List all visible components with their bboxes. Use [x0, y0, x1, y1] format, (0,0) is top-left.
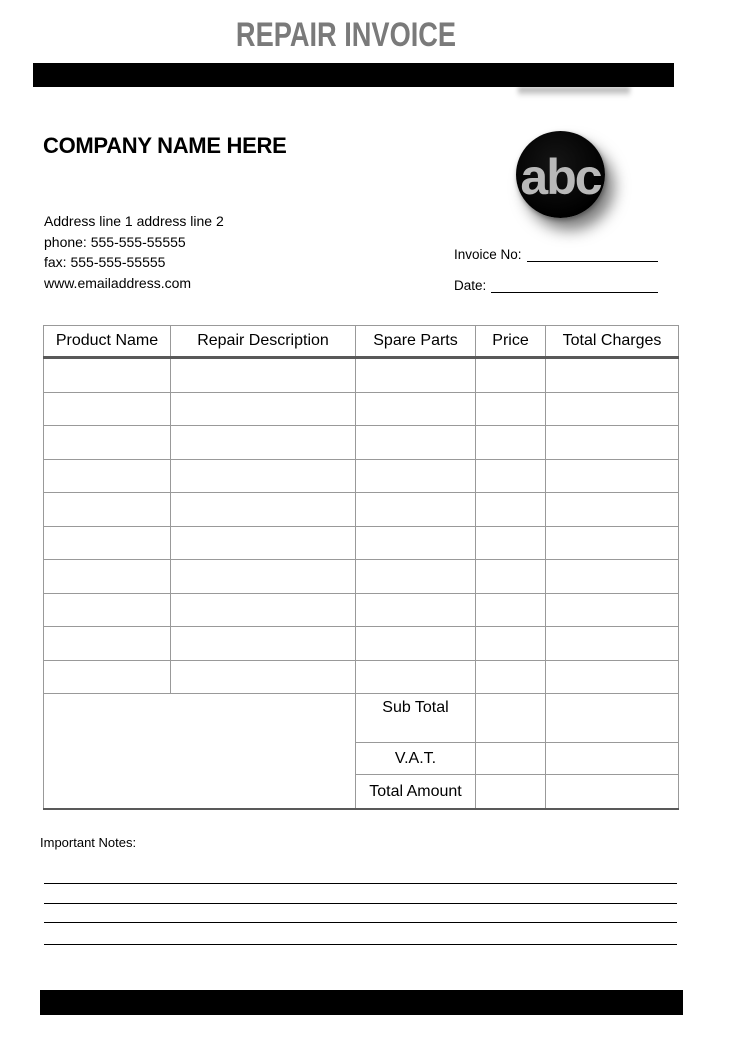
invoice-no-label: Invoice No:	[454, 247, 522, 262]
table-header-row	[44, 326, 679, 358]
summary-merged-cell	[44, 694, 356, 810]
table-cell[interactable]	[546, 392, 679, 426]
table-row	[44, 627, 679, 661]
notes-line-1[interactable]	[44, 883, 677, 884]
fax-line: fax: 555-555-55555	[44, 254, 166, 271]
company-address-block	[44, 211, 224, 293]
table-cell[interactable]	[356, 358, 476, 393]
header-price: Price	[476, 326, 546, 358]
table-cell[interactable]	[546, 560, 679, 594]
table-cell[interactable]	[476, 627, 546, 661]
vat-total-cell[interactable]	[546, 743, 679, 775]
table-cell[interactable]	[171, 493, 356, 527]
repair-items-table	[43, 325, 679, 810]
table-row	[44, 459, 679, 493]
important-notes-label: Important Notes:	[40, 835, 137, 850]
invoice-no-field	[454, 245, 658, 262]
table-cell[interactable]	[546, 493, 679, 527]
subtotal-total-cell[interactable]	[546, 694, 679, 743]
table-row	[44, 526, 679, 560]
invoice-table-body	[44, 358, 679, 694]
header-product-name: Product Name	[44, 326, 171, 358]
table-cell[interactable]	[546, 593, 679, 627]
notes-line-2[interactable]	[44, 903, 677, 904]
table-cell[interactable]	[44, 493, 171, 527]
table-cell[interactable]	[44, 358, 171, 393]
table-cell[interactable]	[171, 660, 356, 694]
table-cell[interactable]	[44, 426, 171, 460]
table-row	[44, 426, 679, 460]
header-repair-description: Repair Description	[171, 326, 356, 358]
table-cell[interactable]	[476, 526, 546, 560]
table-cell[interactable]	[171, 392, 356, 426]
table-cell[interactable]	[356, 660, 476, 694]
table-row	[44, 358, 679, 393]
table-cell[interactable]	[476, 459, 546, 493]
table-cell[interactable]	[171, 593, 356, 627]
table-cell[interactable]	[44, 526, 171, 560]
total-amount-price-cell[interactable]	[476, 775, 546, 810]
notes-line-3[interactable]	[44, 922, 677, 923]
date-label: Date:	[454, 278, 487, 293]
logo-abc-text: abc	[520, 148, 601, 205]
table-cell[interactable]	[546, 426, 679, 460]
table-cell[interactable]	[476, 560, 546, 594]
total-amount-label: Total Amount	[356, 775, 476, 810]
total-amount-total-cell[interactable]	[546, 775, 679, 810]
vat-label: V.A.T.	[356, 743, 476, 775]
bottom-divider-bar	[40, 990, 683, 1015]
table-cell[interactable]	[171, 627, 356, 661]
notes-line-4[interactable]	[44, 944, 677, 945]
vat-price-cell[interactable]	[476, 743, 546, 775]
table-cell[interactable]	[476, 358, 546, 393]
table-cell[interactable]	[356, 593, 476, 627]
table-cell[interactable]	[546, 627, 679, 661]
table-row	[44, 660, 679, 694]
website-line: www.emailaddress.com	[44, 274, 192, 291]
table-cell[interactable]	[356, 426, 476, 460]
table-cell[interactable]	[476, 392, 546, 426]
subtotal-row	[44, 694, 679, 743]
table-cell[interactable]	[356, 493, 476, 527]
table-cell[interactable]	[476, 493, 546, 527]
table-cell[interactable]	[171, 459, 356, 493]
table-cell[interactable]	[44, 560, 171, 594]
table-cell[interactable]	[356, 459, 476, 493]
table-cell[interactable]	[171, 560, 356, 594]
table-cell[interactable]	[171, 526, 356, 560]
address-line: Address line 1 address line 2	[44, 213, 224, 229]
table-cell[interactable]	[171, 358, 356, 393]
table-row	[44, 493, 679, 527]
page-title: REPAIR INVOICE	[235, 16, 457, 54]
table-row	[44, 560, 679, 594]
table-cell[interactable]	[476, 426, 546, 460]
table-cell[interactable]	[356, 627, 476, 661]
table-cell[interactable]	[546, 526, 679, 560]
table-cell[interactable]	[171, 426, 356, 460]
subtotal-price-cell[interactable]	[476, 694, 546, 743]
date-input-line[interactable]	[491, 275, 658, 293]
table-cell[interactable]	[44, 392, 171, 426]
header-total-charges: Total Charges	[546, 326, 679, 358]
subtotal-label: Sub Total	[356, 694, 476, 743]
table-cell[interactable]	[356, 526, 476, 560]
table-cell[interactable]	[44, 627, 171, 661]
header-spare-parts: Spare Parts	[356, 326, 476, 358]
company-name: COMPANY NAME HERE	[43, 133, 287, 158]
table-cell[interactable]	[44, 459, 171, 493]
table-cell[interactable]	[546, 660, 679, 694]
phone-line: phone: 555-555-55555	[44, 233, 186, 250]
table-cell[interactable]	[44, 593, 171, 627]
table-cell[interactable]	[546, 459, 679, 493]
table-cell[interactable]	[356, 560, 476, 594]
top-divider-bar	[33, 63, 674, 87]
table-row	[44, 593, 679, 627]
logo-shadow	[518, 87, 630, 97]
table-cell[interactable]	[476, 660, 546, 694]
table-cell[interactable]	[44, 660, 171, 694]
table-cell[interactable]	[546, 358, 679, 393]
table-row	[44, 392, 679, 426]
table-cell[interactable]	[476, 593, 546, 627]
invoice-no-input-line[interactable]	[527, 244, 658, 262]
table-cell[interactable]	[356, 392, 476, 426]
company-logo	[516, 131, 605, 218]
date-field	[454, 276, 658, 293]
